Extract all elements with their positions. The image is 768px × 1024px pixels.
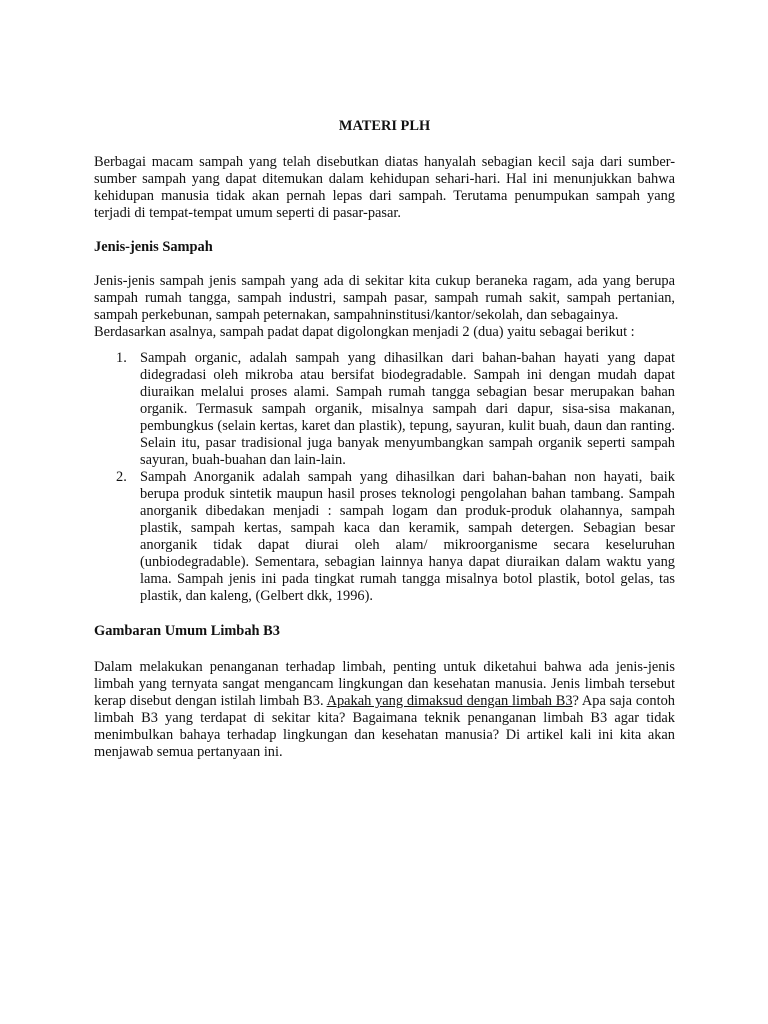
limbah-b3-text-end: ? Apa saja contoh limbah B3 yang terdapat di sekitar kita? Bagaimana teknik penanganan limbah B3 agar tidak menimbulkan bahaya terhadap lingkungan dan kesehatan manusia? Di artikel kali ini kita akan menjawab semua pertanyaan ini. xyxy=(94,693,675,760)
list-item-text: Sampah organic, adalah sampah yang dihasilkan dari bahan-bahan hayati yang dapat didegradasi oleh mikroba atau bersifat biodegradable. Sampah ini dengan mudah dapat diuraikan melalui proses alami. Sampah rumah tangga sebagian besar merupakan bahan organik. Termasuk sampah organik, misalnya sampah dari dapur, sisa-sisa makanan, pembungkus (selain kertas, karet dan plastik), tepung, sayuran, kulit buah, daun dan ranting. Selain itu, pasar tradisional juga banyak menyumbangkan sampah organik seperti sampah sayuran, buah-buahan dan lain-lain. xyxy=(140,350,675,468)
list-item-number: 2. xyxy=(116,469,127,485)
section-heading-jenis-sampah: Jenis-jenis Sampah xyxy=(94,239,213,255)
document-title: MATERI PLH xyxy=(338,118,431,134)
intro-paragraph: Berbagai macam sampah yang telah disebutkan diatas hanyalah sebagian kecil saja dari sumber- sumber sampah yang dapat ditemukan dalam kehidupan sehari-hari. Hal ini menunjukkan bahwa kehidupan manusia tidak akan pernah lepas dari sampah. Terutama penumpukan sampah yang terjadi di tempat-tempat umum seperti di pasar-pasar. xyxy=(94,154,675,221)
section-heading-limbah-b3: Gambaran Umum Limbah B3 xyxy=(94,623,280,639)
sampah-type-list xyxy=(94,350,675,605)
jenis-sampah-paragraph: Jenis-jenis sampah jenis sampah yang ada di sekitar kita cukup beraneka ragam, ada yang berupa sampah rumah tangga, sampah industri, sampah pasar, sampah rumah sakit, sampah pertanian, sampah perkebunan, sampah peternakan, sampahninstitusi/kantor/sekolah, dan sebagainya. xyxy=(94,273,675,323)
list-item xyxy=(94,469,675,605)
list-item xyxy=(94,350,675,469)
limbah-b3-paragraph xyxy=(94,659,675,761)
list-item-text: Sampah Anorganik adalah sampah yang dihasilkan dari bahan-bahan non hayati, baik berupa produk sintetik maupun hasil proses teknologi pengolahan bahan tambang. Sampah anorganik dibedakan menjadi : sampah logam dan produk-produk olahannya, sampah plastik, sampah kertas, sampah kaca dan keramik, sampah detergen. Sebagian besar anorganik tidak dapat diurai oleh alam/ mikroorganisme secara keseluruhan (unbiodegradable). Sementara, sebagian lainnya hanya dapat diuraikan dalam waktu yang lama. Sampah jenis ini pada tingkat rumah tangga misalnya botol plastik, botol gelas, tas plastik, dan kaleng, (Gelbert dkk, 1996). xyxy=(140,469,675,604)
document-page xyxy=(94,118,675,761)
list-item-number: 1. xyxy=(116,350,127,366)
jenis-sampah-lead: Berdasarkan asalnya, sampah padat dapat digolongkan menjadi 2 (dua) yaitu sebagai berikut : xyxy=(94,324,635,340)
limbah-b3-text-start: Dalam melakukan penanganan terhadap limbah, penting untuk diketahui bahwa ada jenis-jenis limbah yang ternyata sangat mengancam lingkungan dan kesehatan manusia. Jenis limbah tersebut kerap disebut dengan istilah limbah B3. xyxy=(94,659,675,709)
limbah-b3-link[interactable]: Apakah yang dimaksud dengan limbah B3 xyxy=(326,693,573,709)
